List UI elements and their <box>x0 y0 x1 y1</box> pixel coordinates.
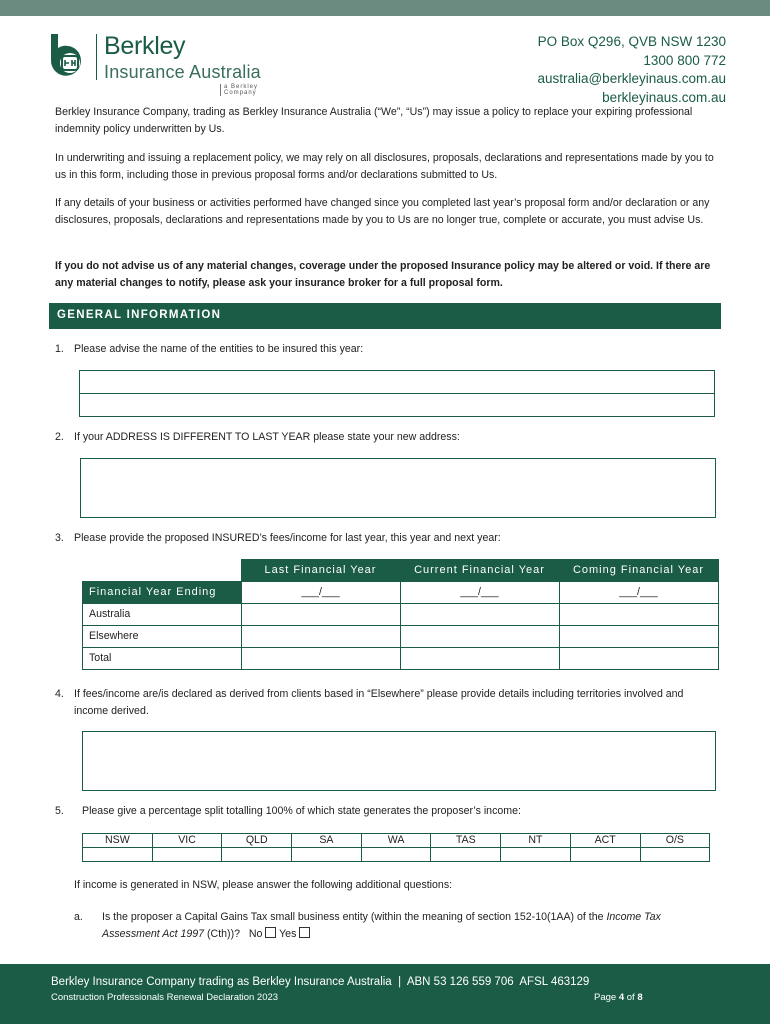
state-percent-cell[interactable] <box>83 848 153 862</box>
no-label: No <box>248 928 263 940</box>
header-year-ending: Financial Year Ending <box>83 581 242 603</box>
yes-checkbox[interactable] <box>299 927 310 938</box>
phone: 1300 800 772 <box>643 52 726 68</box>
state-split-table <box>82 833 710 862</box>
question-number: 4. <box>55 688 64 700</box>
page-total: 8 <box>637 992 643 1003</box>
state-header-nt: NT <box>501 834 571 848</box>
footer <box>0 964 770 1024</box>
company-logo <box>48 30 288 96</box>
header-coming-year: Coming Financial Year <box>559 560 718 582</box>
question-number: 2. <box>55 431 64 443</box>
question-text <box>102 909 714 943</box>
state-header-sa: SA <box>292 834 362 848</box>
state-percent-cell[interactable] <box>152 848 222 862</box>
page-of: of <box>626 992 635 1003</box>
page-number <box>594 992 643 1003</box>
question-number: 3. <box>55 532 64 544</box>
no-checkbox[interactable] <box>265 927 276 938</box>
row-label-elsewhere: Elsewhere <box>83 625 242 647</box>
footer-abn: ABN 53 126 559 706 <box>406 976 514 988</box>
date-field-coming[interactable]: ___/___ <box>559 581 718 603</box>
footer-company-line: Berkley Insurance Company trading as Berkley Insurance Australia | ABN 53 126 559 706 AFSL 463129 <box>51 976 590 988</box>
email-link[interactable]: australia@berkleyinaus.com.au <box>537 71 726 86</box>
question-text: If fees/income are/is declared as derived from clients based in “Elsewhere” please provide details including territories involved and income derived. <box>74 688 684 717</box>
state-percent-cell[interactable] <box>640 848 710 862</box>
logo-subtitle: Insurance Australia <box>104 62 261 82</box>
logo-tagline: a Berkley Company <box>220 84 288 96</box>
state-header-act: ACT <box>570 834 640 848</box>
qa-act-name: Income Tax Assessment Act 1997 <box>102 911 661 940</box>
row-label-australia: Australia <box>83 603 242 625</box>
intro-paragraph-2: In underwriting and issuing a replacement policy, we may rely on all disclosures, proposals, declarations and representations made by you to us in this form, including those in previous proposal forms and/or declarations submitted to Us. <box>55 152 714 181</box>
yes-label: Yes <box>279 928 297 940</box>
intro-warning: If you do not advise us of any material changes, coverage under the proposed Insurance policy may be altered or void. If there are any material changes to notify, please ask your insurance broker for a full proposal form. <box>55 260 711 289</box>
state-percent-cell[interactable] <box>361 848 431 862</box>
question-text: Please advise the name of the entities to be insured this year: <box>74 343 364 355</box>
state-percent-cell[interactable] <box>501 848 571 862</box>
state-header-tas: TAS <box>431 834 501 848</box>
date-field-last[interactable]: ___/___ <box>241 581 400 603</box>
fees-cell[interactable] <box>559 625 718 647</box>
entity-name-field-1[interactable] <box>79 370 715 394</box>
top-bar <box>0 0 770 16</box>
nsw-note: If income is generated in NSW, please answer the following additional questions: <box>74 879 453 891</box>
state-percent-cell[interactable] <box>222 848 292 862</box>
intro-paragraph-1: Berkley Insurance Company, trading as Berkley Insurance Australia (“We”, “Us”) may issue a policy to replace your expiring professional indemnity policy underwritten by Us. <box>55 106 693 135</box>
state-header-wa: WA <box>361 834 431 848</box>
fees-cell[interactable] <box>400 625 559 647</box>
qa-text-after: (Cth))? <box>204 928 240 940</box>
fees-table <box>82 559 719 670</box>
fees-cell[interactable] <box>400 647 559 669</box>
contact-block <box>537 33 726 107</box>
question-text: Please provide the proposed INSURED’s fees/income for last year, this year and next year: <box>74 532 501 544</box>
qa-text-before: Is the proposer a Capital Gains Tax small business entity (within the meaning of section 152-10(1AA) of the <box>102 911 607 923</box>
page-current: 4 <box>618 992 625 1003</box>
state-header-os: O/S <box>640 834 710 848</box>
fees-cell[interactable] <box>241 647 400 669</box>
date-field-current[interactable]: ___/___ <box>400 581 559 603</box>
state-header-qld: QLD <box>222 834 292 848</box>
state-percent-cell[interactable] <box>570 848 640 862</box>
section-header <box>49 303 721 329</box>
page-prefix: Page <box>594 992 617 1003</box>
intro-paragraph-3: If any details of your business or activities performed have changed since you completed last year’s proposal form and/or declaration or any disclosures, proposals, declarations and representations made by you to Us are no longer true, complete or accurate, you must advise Us. <box>55 197 710 226</box>
state-percent-cell[interactable] <box>292 848 362 862</box>
state-header-vic: VIC <box>152 834 222 848</box>
header-last-year: Last Financial Year <box>241 560 400 582</box>
fees-cell[interactable] <box>400 603 559 625</box>
question-letter: a. <box>74 911 83 923</box>
question-number: 5. <box>55 805 64 817</box>
row-label-total: Total <box>83 647 242 669</box>
fees-cell[interactable] <box>241 603 400 625</box>
section-title: GENERAL INFORMATION <box>57 309 222 321</box>
footer-afsl: AFSL 463129 <box>519 976 590 988</box>
question-number: 1. <box>55 343 64 355</box>
question-text: If your ADDRESS IS DIFFERENT TO LAST YEAR please state your new address: <box>74 431 460 443</box>
question-text: Please give a percentage split totalling 100% of which state generates the proposer’s income: <box>82 805 521 817</box>
footer-company: Berkley Insurance Company trading as Berkley Insurance Australia <box>51 976 392 988</box>
elsewhere-details-field[interactable] <box>82 731 716 791</box>
header-current-year: Current Financial Year <box>400 560 559 582</box>
state-header-nsw: NSW <box>83 834 153 848</box>
entity-name-field-2[interactable] <box>79 393 715 417</box>
fees-cell[interactable] <box>559 647 718 669</box>
footer-doc-title: Construction Professionals Renewal Declaration 2023 <box>51 992 279 1003</box>
logo-name: Berkley <box>104 32 186 60</box>
website-link[interactable]: berkleyinaus.com.au <box>602 89 726 105</box>
berkley-logo-icon <box>48 32 92 80</box>
po-box: PO Box Q296, QVB NSW 1230 <box>537 34 726 49</box>
fees-cell[interactable] <box>559 603 718 625</box>
fees-cell[interactable] <box>241 625 400 647</box>
new-address-field[interactable] <box>80 458 716 518</box>
logo-divider <box>96 34 97 80</box>
state-percent-cell[interactable] <box>431 848 501 862</box>
